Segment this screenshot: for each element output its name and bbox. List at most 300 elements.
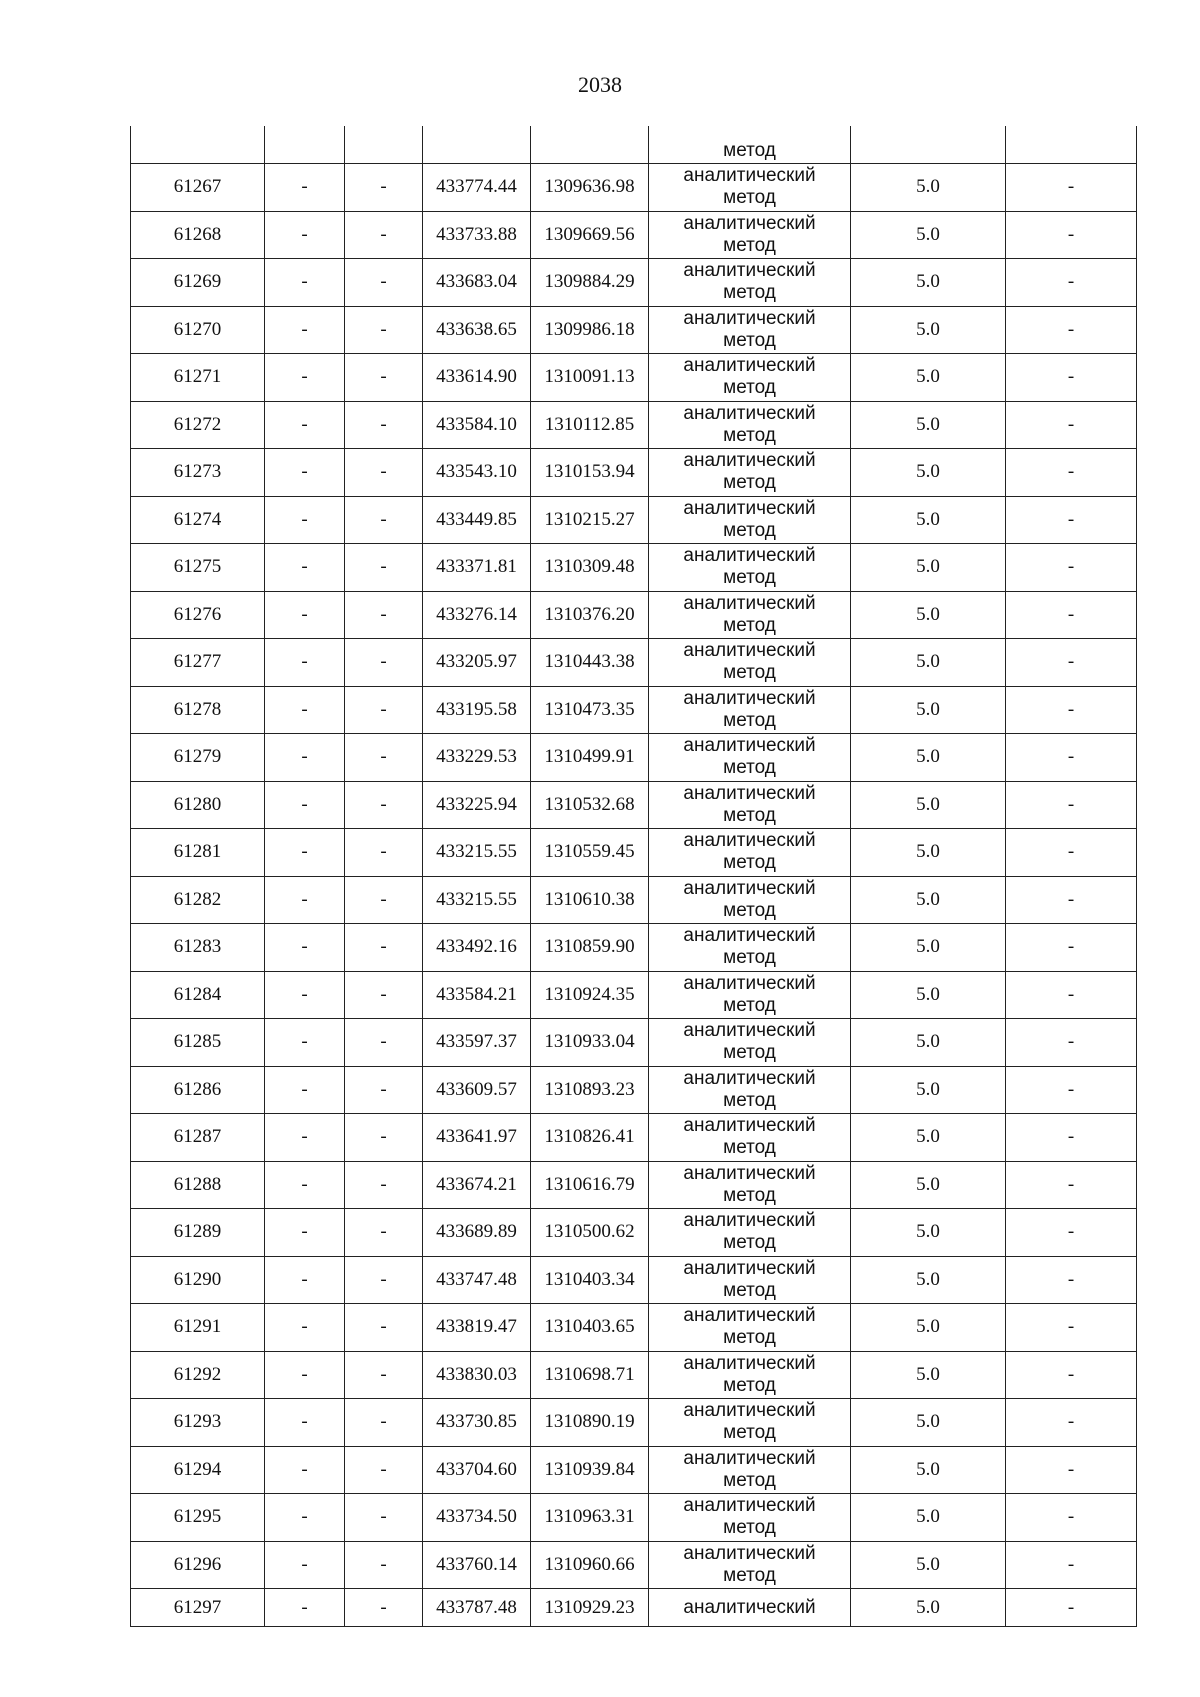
cell-col3: -: [345, 306, 423, 354]
method-line2: метод: [723, 899, 776, 921]
cell-last: -: [1006, 1446, 1137, 1494]
table-row: [131, 401, 1137, 449]
cell-col3: -: [345, 1019, 423, 1067]
cell-id: 61289: [131, 1209, 265, 1257]
cell-last: -: [1006, 1114, 1137, 1162]
cell-last: -: [1006, 1494, 1137, 1542]
cell-col2: -: [265, 544, 345, 592]
cell-y: 1310963.31: [531, 1494, 649, 1542]
table-row: [131, 259, 1137, 307]
cell-error: 5.0: [851, 259, 1006, 307]
cell-y: 1310500.62: [531, 1209, 649, 1257]
cell-id: 61281: [131, 829, 265, 877]
cell-col2: -: [265, 639, 345, 687]
cell-x: 433641.97: [423, 1114, 531, 1162]
cell-col2: -: [265, 1446, 345, 1494]
cell-y: 1310893.23: [531, 1066, 649, 1114]
method-line1: аналитический: [683, 1352, 816, 1374]
method-line1: аналитический: [683, 1400, 816, 1422]
cell-x: 433760.14: [423, 1541, 531, 1589]
method-line1: аналитический: [683, 450, 816, 472]
cell-y: 1310403.65: [531, 1304, 649, 1352]
cell-col3: -: [345, 591, 423, 639]
cell-id: 61271: [131, 354, 265, 402]
cell-error: 5.0: [851, 876, 1006, 924]
cell-col2: -: [265, 591, 345, 639]
cell-col2: [265, 126, 345, 164]
method-line2: метод: [723, 329, 776, 351]
cell-id: 61269: [131, 259, 265, 307]
cell-error: 5.0: [851, 924, 1006, 972]
method-line2: метод: [723, 1374, 776, 1396]
cell-method: [649, 1399, 851, 1447]
table-row: [131, 211, 1137, 259]
cell-id: 61291: [131, 1304, 265, 1352]
cell-error: 5.0: [851, 971, 1006, 1019]
table-row: [131, 354, 1137, 402]
cell-col3: -: [345, 354, 423, 402]
cell-y: 1310890.19: [531, 1399, 649, 1447]
method-line1: аналитический: [683, 1542, 816, 1564]
method-line1: аналитический: [683, 877, 816, 899]
cell-last: -: [1006, 449, 1137, 497]
cell-error: 5.0: [851, 781, 1006, 829]
cell-last: -: [1006, 211, 1137, 259]
cell-error: 5.0: [851, 354, 1006, 402]
cell-y: 1310960.66: [531, 1541, 649, 1589]
cell-x: 433371.81: [423, 544, 531, 592]
cell-col2: -: [265, 971, 345, 1019]
method-line2: метод: [723, 614, 776, 636]
cell-error: 5.0: [851, 1494, 1006, 1542]
cell-y: 1310929.23: [531, 1589, 649, 1627]
cell-x: 433819.47: [423, 1304, 531, 1352]
cell-col2: -: [265, 829, 345, 877]
page-number: 2038: [578, 72, 622, 97]
cell-error: 5.0: [851, 496, 1006, 544]
method-line2: метод: [723, 1279, 776, 1301]
cell-error: 5.0: [851, 1209, 1006, 1257]
cell-last: -: [1006, 639, 1137, 687]
cell-error: 5.0: [851, 164, 1006, 212]
method-line2: метод: [723, 519, 776, 541]
cell-id: 61270: [131, 306, 265, 354]
cell-col2: -: [265, 211, 345, 259]
cell-col2: -: [265, 1161, 345, 1209]
cell-error: 5.0: [851, 544, 1006, 592]
cell-last: -: [1006, 1209, 1137, 1257]
cell-col3: -: [345, 401, 423, 449]
cell-y: 1310403.34: [531, 1256, 649, 1304]
table-row: [131, 781, 1137, 829]
cell-col2: -: [265, 876, 345, 924]
cell-method: [649, 1304, 851, 1352]
cell-x: 433830.03: [423, 1351, 531, 1399]
cell-col3: -: [345, 1256, 423, 1304]
cell-last: -: [1006, 781, 1137, 829]
table-row: [131, 496, 1137, 544]
cell-method: [649, 781, 851, 829]
cell-y: 1310112.85: [531, 401, 649, 449]
cell-id: 61286: [131, 1066, 265, 1114]
table-row: [131, 1304, 1137, 1352]
cell-last: -: [1006, 591, 1137, 639]
cell-last: -: [1006, 1541, 1137, 1589]
method-line1: аналитический: [683, 830, 816, 852]
cell-y: 1310532.68: [531, 781, 649, 829]
method-line2: метод: [723, 1184, 776, 1206]
cell-method: [649, 496, 851, 544]
method-line2: метод: [723, 1137, 776, 1159]
cell-last: -: [1006, 829, 1137, 877]
table-row: [131, 1541, 1137, 1589]
method-line1: аналитический: [683, 1257, 816, 1279]
cell-method: [649, 1209, 851, 1257]
method-line2: метод: [723, 1089, 776, 1111]
cell-id: 61282: [131, 876, 265, 924]
table-row: [131, 1351, 1137, 1399]
cell-col2: -: [265, 259, 345, 307]
cell-id: 61276: [131, 591, 265, 639]
cell-method: аналитический: [649, 1589, 851, 1627]
cell-method: [649, 876, 851, 924]
cell-error: 5.0: [851, 1304, 1006, 1352]
cell-id: 61278: [131, 686, 265, 734]
method-line2: метод: [723, 994, 776, 1016]
method-line2: метод: [723, 1469, 776, 1491]
cell-id: 61279: [131, 734, 265, 782]
cell-y: 1310309.48: [531, 544, 649, 592]
cell-x: 433774.44: [423, 164, 531, 212]
cell-id: 61280: [131, 781, 265, 829]
cell-col3: -: [345, 1351, 423, 1399]
cell-col3: -: [345, 1161, 423, 1209]
cell-method: [649, 639, 851, 687]
cell-x: 433733.88: [423, 211, 531, 259]
cell-x: 433704.60: [423, 1446, 531, 1494]
cell-y: 1310933.04: [531, 1019, 649, 1067]
cell-y: 1310443.38: [531, 639, 649, 687]
cell-error: 5.0: [851, 686, 1006, 734]
coordinates-table: [130, 126, 1137, 1627]
method-line1: аналитический: [683, 1020, 816, 1042]
cell-col3: -: [345, 1114, 423, 1162]
cell-col2: -: [265, 164, 345, 212]
cell-error: 5.0: [851, 1256, 1006, 1304]
cell-method: [649, 211, 851, 259]
cell-last: -: [1006, 686, 1137, 734]
cell-last: -: [1006, 354, 1137, 402]
cell-last: -: [1006, 306, 1137, 354]
cell-method: [649, 1256, 851, 1304]
cell-x: [423, 126, 531, 164]
cell-col2: -: [265, 734, 345, 782]
cell-x: 433747.48: [423, 1256, 531, 1304]
cell-col2: -: [265, 781, 345, 829]
table-row: [131, 1256, 1137, 1304]
cell-method: [649, 591, 851, 639]
table-row: [131, 1589, 1137, 1627]
cell-y: 1310559.45: [531, 829, 649, 877]
cell-x: 433597.37: [423, 1019, 531, 1067]
cell-id: 61294: [131, 1446, 265, 1494]
cell-method: [649, 1161, 851, 1209]
cell-col3: -: [345, 639, 423, 687]
cell-error: 5.0: [851, 1589, 1006, 1627]
cell-col3: -: [345, 1541, 423, 1589]
method-line1: аналитический: [683, 260, 816, 282]
cell-col2: -: [265, 1351, 345, 1399]
cell-col2: -: [265, 686, 345, 734]
table-row: [131, 1399, 1137, 1447]
cell-col2: -: [265, 1589, 345, 1627]
method-line1: аналитический: [683, 782, 816, 804]
cell-id: 61293: [131, 1399, 265, 1447]
cell-id: 61292: [131, 1351, 265, 1399]
cell-method: [649, 686, 851, 734]
method-line2: метод: [723, 662, 776, 684]
cell-y: 1309986.18: [531, 306, 649, 354]
cell-x: 433543.10: [423, 449, 531, 497]
method-line1: аналитический: [683, 972, 816, 994]
cell-col2: -: [265, 354, 345, 402]
cell-error: [851, 126, 1006, 164]
cell-col3: -: [345, 1209, 423, 1257]
cell-x: 433730.85: [423, 1399, 531, 1447]
cell-last: -: [1006, 1589, 1137, 1627]
cell-id: 61288: [131, 1161, 265, 1209]
cell-col3: -: [345, 924, 423, 972]
method-line1: аналитический: [683, 925, 816, 947]
cell-error: 5.0: [851, 211, 1006, 259]
cell-y: 1310616.79: [531, 1161, 649, 1209]
cell-col3: -: [345, 1494, 423, 1542]
table-row: [131, 1161, 1137, 1209]
cell-col2: -: [265, 1541, 345, 1589]
cell-id: 61290: [131, 1256, 265, 1304]
cell-id: 61268: [131, 211, 265, 259]
table-row: [131, 1446, 1137, 1494]
method-line1: аналитический: [683, 355, 816, 377]
table-row: [131, 639, 1137, 687]
method-line2: метод: [723, 1422, 776, 1444]
method-text: метод: [723, 140, 776, 161]
cell-error: 5.0: [851, 1446, 1006, 1494]
cell-col3: -: [345, 971, 423, 1019]
cell-error: 5.0: [851, 306, 1006, 354]
cell-last: -: [1006, 1066, 1137, 1114]
cell-method: [649, 1351, 851, 1399]
cell-y: 1310473.35: [531, 686, 649, 734]
cell-col3: [345, 126, 423, 164]
cell-x: 433683.04: [423, 259, 531, 307]
cell-method: [649, 401, 851, 449]
table-row: [131, 164, 1137, 212]
cell-error: 5.0: [851, 401, 1006, 449]
cell-y: 1310610.38: [531, 876, 649, 924]
cell-col2: -: [265, 1066, 345, 1114]
cell-method: [649, 734, 851, 782]
cell-col2: -: [265, 496, 345, 544]
cell-col2: -: [265, 924, 345, 972]
cell-col3: -: [345, 686, 423, 734]
cell-last: -: [1006, 1256, 1137, 1304]
method-line1: аналитический: [683, 687, 816, 709]
table-row: [131, 1209, 1137, 1257]
cell-id: 61275: [131, 544, 265, 592]
method-line1: аналитический: [683, 212, 816, 234]
cell-col2: -: [265, 1256, 345, 1304]
table-row: [131, 734, 1137, 782]
cell-id: [131, 126, 265, 164]
method-line2: метод: [723, 947, 776, 969]
cell-col3: -: [345, 1304, 423, 1352]
cell-last: -: [1006, 734, 1137, 782]
cell-y: 1310153.94: [531, 449, 649, 497]
cell-col3: -: [345, 211, 423, 259]
method-line1: аналитический: [683, 402, 816, 424]
table-row: [131, 306, 1137, 354]
cell-id: 61267: [131, 164, 265, 212]
cell-id: 61285: [131, 1019, 265, 1067]
cell-error: 5.0: [851, 1399, 1006, 1447]
table-row: [131, 924, 1137, 972]
cell-y: 1309884.29: [531, 259, 649, 307]
cell-method: [649, 259, 851, 307]
cell-method: [649, 1541, 851, 1589]
cell-last: -: [1006, 1019, 1137, 1067]
cell-y: 1310924.35: [531, 971, 649, 1019]
cell-y: 1310215.27: [531, 496, 649, 544]
table-row: [131, 971, 1137, 1019]
cell-last: -: [1006, 1161, 1137, 1209]
cell-x: 433734.50: [423, 1494, 531, 1542]
cell-method: [649, 126, 851, 164]
cell-method: [649, 164, 851, 212]
cell-col3: -: [345, 1066, 423, 1114]
cell-id: 61274: [131, 496, 265, 544]
cell-last: -: [1006, 164, 1137, 212]
method-line2: метод: [723, 709, 776, 731]
method-line2: метод: [723, 1564, 776, 1586]
cell-col2: -: [265, 1114, 345, 1162]
cell-id: 61283: [131, 924, 265, 972]
cell-col2: -: [265, 306, 345, 354]
cell-col2: -: [265, 1304, 345, 1352]
cell-last: -: [1006, 876, 1137, 924]
cell-error: 5.0: [851, 639, 1006, 687]
cell-error: 5.0: [851, 1066, 1006, 1114]
method-line2: метод: [723, 1327, 776, 1349]
cell-col3: -: [345, 544, 423, 592]
method-line1: аналитический: [683, 592, 816, 614]
method-line1: аналитический: [683, 165, 816, 187]
cell-error: 5.0: [851, 1541, 1006, 1589]
cell-col2: -: [265, 401, 345, 449]
method-line1: аналитический: [683, 497, 816, 519]
cell-col2: -: [265, 449, 345, 497]
method-line1: аналитический: [683, 1495, 816, 1517]
method-line2: метод: [723, 757, 776, 779]
table-row: [131, 686, 1137, 734]
cell-error: 5.0: [851, 734, 1006, 782]
method-line2: метод: [723, 567, 776, 589]
table-row: [131, 544, 1137, 592]
cell-x: 433787.48: [423, 1589, 531, 1627]
cell-last: -: [1006, 924, 1137, 972]
cell-method: [649, 1066, 851, 1114]
method-line2: метод: [723, 377, 776, 399]
cell-last: -: [1006, 971, 1137, 1019]
cell-last: -: [1006, 259, 1137, 307]
method-line1: аналитический: [683, 1162, 816, 1184]
cell-col3: -: [345, 496, 423, 544]
cell-col3: -: [345, 829, 423, 877]
method-line2: метод: [723, 234, 776, 256]
table-row-continued: [131, 126, 1137, 164]
cell-id: 61297: [131, 1589, 265, 1627]
method-line2: метод: [723, 187, 776, 209]
cell-last: [1006, 126, 1137, 164]
method-line2: метод: [723, 1517, 776, 1539]
cell-id: 61272: [131, 401, 265, 449]
method-line1: аналитический: [683, 1067, 816, 1089]
cell-last: -: [1006, 1351, 1137, 1399]
cell-x: 433638.65: [423, 306, 531, 354]
cell-col2: -: [265, 1019, 345, 1067]
cell-method: [649, 829, 851, 877]
method-line2: метод: [723, 804, 776, 826]
method-line2: метод: [723, 472, 776, 494]
cell-col3: -: [345, 876, 423, 924]
method-line1: аналитический: [683, 640, 816, 662]
cell-x: 433609.57: [423, 1066, 531, 1114]
cell-col2: -: [265, 1494, 345, 1542]
cell-error: 5.0: [851, 449, 1006, 497]
method-line1: аналитический: [683, 1210, 816, 1232]
cell-last: -: [1006, 496, 1137, 544]
cell-id: 61273: [131, 449, 265, 497]
cell-y: [531, 126, 649, 164]
method-line2: метод: [723, 1042, 776, 1064]
cell-method: [649, 971, 851, 1019]
cell-y: 1310939.84: [531, 1446, 649, 1494]
method-line2: метод: [723, 282, 776, 304]
cell-x: 433449.85: [423, 496, 531, 544]
method-line2: метод: [723, 424, 776, 446]
cell-x: 433689.89: [423, 1209, 531, 1257]
cell-col3: -: [345, 1446, 423, 1494]
table-row: [131, 449, 1137, 497]
cell-col3: -: [345, 1589, 423, 1627]
cell-method: [649, 449, 851, 497]
cell-x: 433492.16: [423, 924, 531, 972]
cell-y: 1309636.98: [531, 164, 649, 212]
table-row: [131, 829, 1137, 877]
cell-col3: -: [345, 164, 423, 212]
table-row: [131, 876, 1137, 924]
cell-error: 5.0: [851, 1019, 1006, 1067]
cell-x: 433229.53: [423, 734, 531, 782]
cell-col2: -: [265, 1399, 345, 1447]
cell-y: 1309669.56: [531, 211, 649, 259]
cell-method: [649, 1114, 851, 1162]
cell-y: 1310091.13: [531, 354, 649, 402]
cell-id: 61287: [131, 1114, 265, 1162]
method-line1: аналитический: [683, 307, 816, 329]
method-line1: аналитический: [683, 1305, 816, 1327]
cell-method: [649, 924, 851, 972]
